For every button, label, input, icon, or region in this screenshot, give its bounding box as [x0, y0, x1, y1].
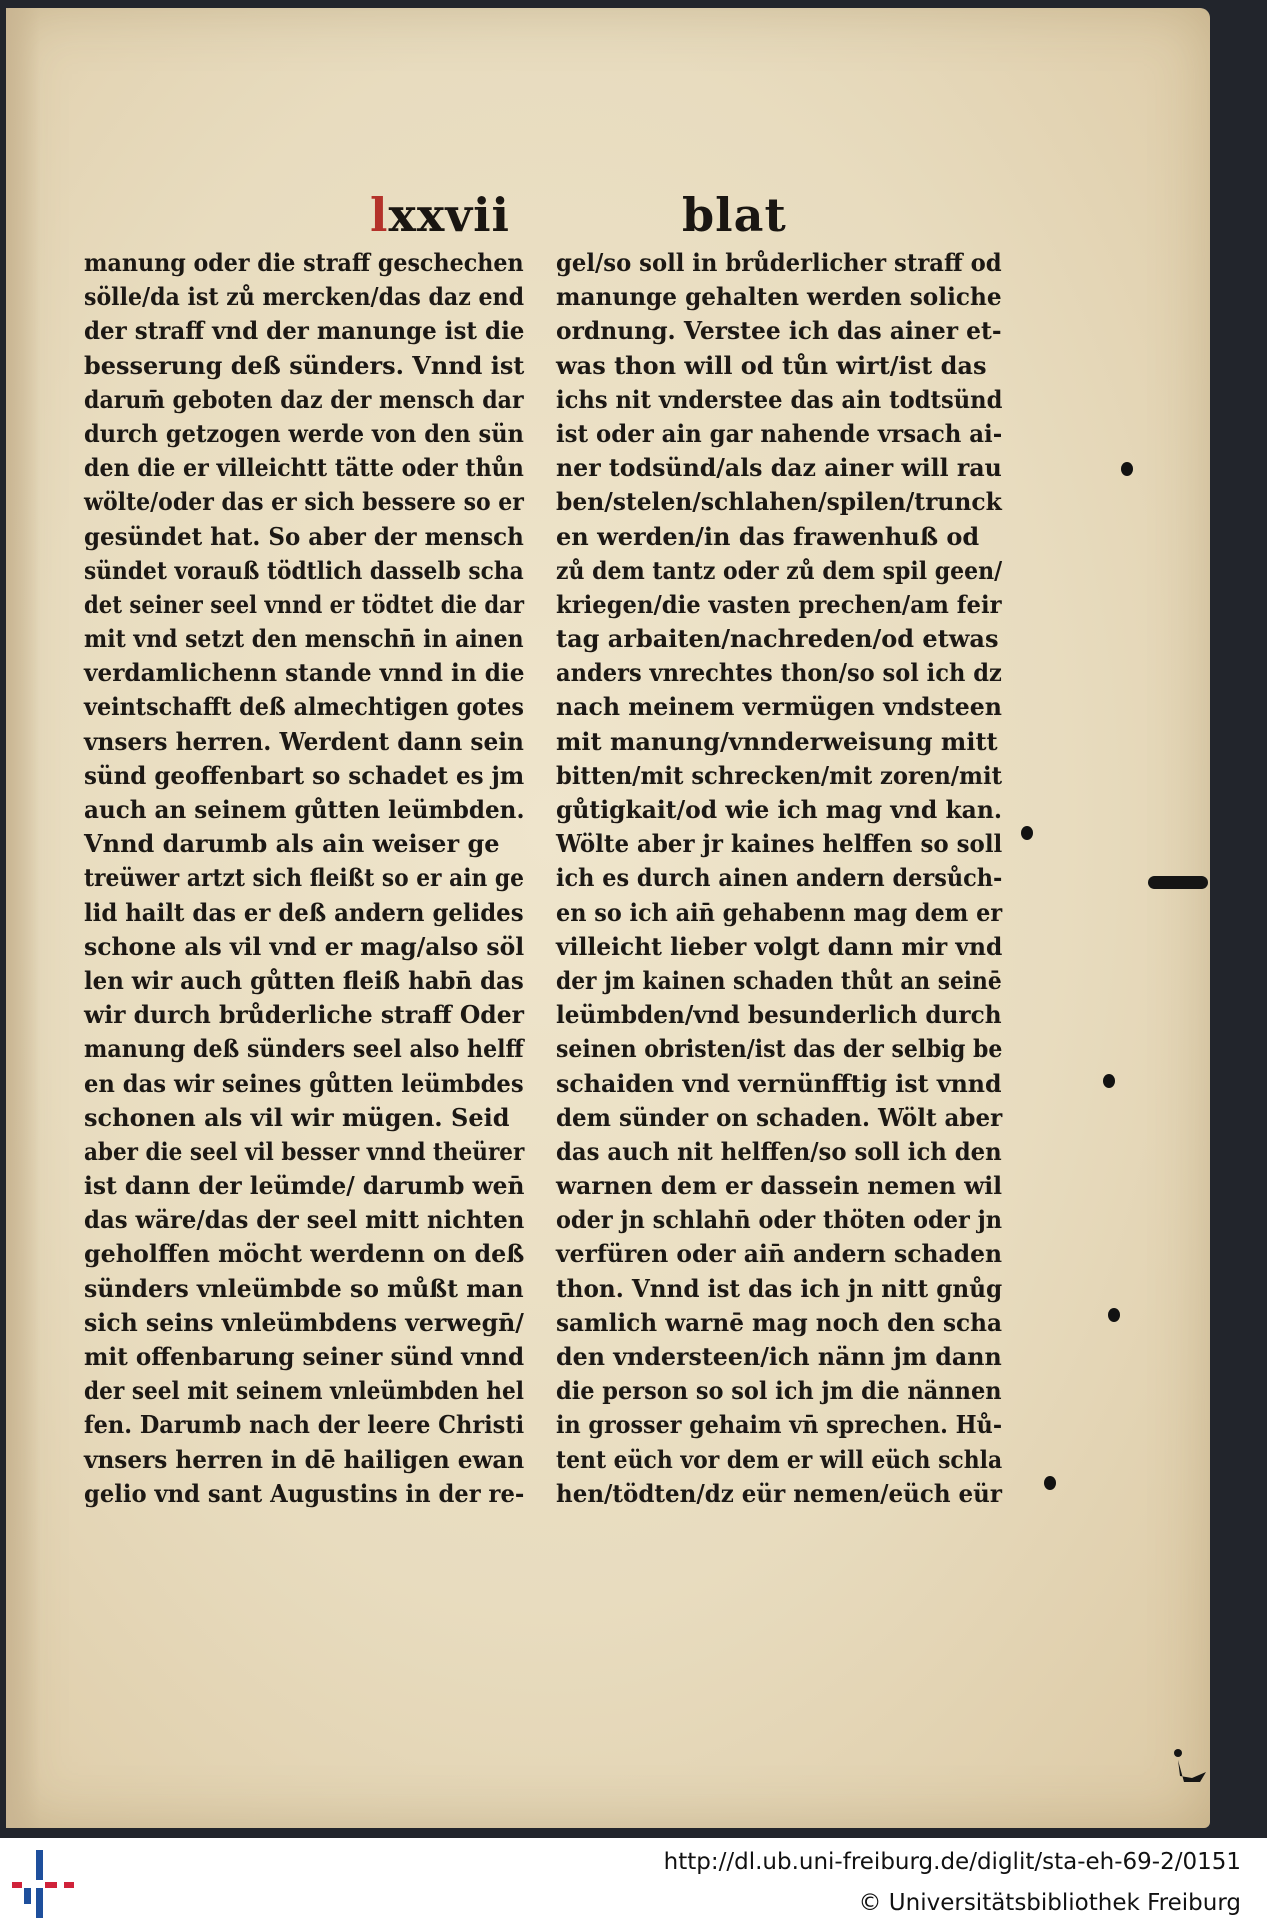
text-line-left: schonen als vil wir mügen. Seid [84, 1102, 510, 1132]
folio-number [370, 188, 510, 242]
footer-bar [0, 1838, 1267, 1928]
text-line-right: leümbden/vnd besunderlich durch [556, 1000, 1002, 1030]
text-line-right: samlich warnē mag noch den scha [556, 1307, 1002, 1337]
text-line-left: schone als vil vnd er mag/also söl [84, 931, 525, 961]
margin-dot [1121, 462, 1133, 476]
text-line-left: veintschafft deß almechtigen gotes [84, 692, 524, 722]
text-line-left: sölle/da ist zů mercken/das daz end [84, 282, 525, 312]
margin-dot [1044, 1476, 1056, 1490]
text-line-right: ich es durch ainen andern dersůch- [556, 863, 1003, 893]
folio-word: blat [682, 188, 787, 242]
text-line-left: det seiner seel vnnd er tödtet die dar [84, 589, 525, 619]
text-line-left: der straff vnd der manunge ist die [84, 316, 525, 346]
text-line-right: gel/so soll in brůderlicher straff od [556, 248, 1002, 277]
library-logo-icon [12, 1848, 76, 1920]
text-line-right: die person so sol ich jm die nännen [556, 1376, 1002, 1406]
text-line-left: gelio vnd sant Augustins in der re- [84, 1478, 525, 1508]
text-line-left: gesündet hat. So aber der mensch [84, 521, 524, 551]
text-line-right: mit manung/vnnderweisung mitt [556, 726, 998, 756]
folio-number-rest: xxvii [388, 188, 511, 242]
text-line-right: Wölte aber jr kaines helffen so soll [556, 829, 1003, 859]
text-line-left: darum̄ geboten daz der mensch dar [84, 384, 524, 414]
text-line-left: das wäre/das der seel mitt nichten [84, 1205, 525, 1235]
folio-number-rubric: l [370, 188, 389, 242]
text-column-left [84, 246, 524, 1511]
text-line-right: gůtigkait/od wie ich mag vnd kan. [556, 795, 1003, 824]
text-line-right: was thon will od tůn wirt/ist das [556, 350, 987, 380]
text-line-right: oder jn schlahn̄ oder thöten oder jn [556, 1205, 1002, 1235]
text-line-right: schaiden vnd vernünfftig ist vnnd [556, 1068, 1002, 1098]
text-line-left: manung oder die straff geschechen [84, 248, 524, 277]
text-line-left: verdamlichenn stande vnnd in die [84, 658, 525, 688]
text-line-right: bitten/mit schrecken/mit zoren/mit [556, 760, 1003, 790]
text-line-left: manung deß sünders seel also helff [84, 1034, 524, 1064]
copyright-notice: © Universitätsbibliothek Freiburg [858, 1890, 1241, 1916]
text-line-left: vnsers herren. Werdent dann sein [84, 726, 524, 756]
text-line-right: zů dem tantz oder zů dem spil geen/ [556, 555, 1003, 585]
text-line-left: Vnnd darumb als ain weiser ge [84, 829, 500, 859]
text-line-right: verfüren oder ain̄ andern schaden [556, 1239, 1003, 1269]
text-line-left: lid hailt das er deß andern gelides [84, 897, 524, 927]
text-line-right: warnen dem er dassein nemen wil [556, 1171, 1003, 1201]
text-line-right: ner todsünd/als daz ainer will rau [556, 453, 1002, 483]
text-line-right: ordnung. Verstee ich das ainer et- [556, 316, 1002, 346]
permalink-url[interactable]: http://dl.ub.uni-freiburg.de/diglit/sta-eh-69-2/0151 [663, 1849, 1241, 1875]
page-gutter-shadow [6, 8, 40, 1828]
text-line-right: in grosser gehaim vn̄ sprechen. Hů- [556, 1410, 1003, 1440]
text-line-left: wölte/oder das er sich bessere so er [84, 487, 524, 517]
text-line-left: auch an seinem gůtten leümbden. [84, 795, 525, 824]
text-line-right: en so ich ain̄ gehabenn mag dem er [556, 897, 1003, 927]
text-line-right: tent eüch vor dem er will eüch schla [556, 1444, 1003, 1474]
text-line-left: treüwer artzt sich fleißt so er ain ge [84, 863, 524, 893]
text-line-right: kriegen/die vasten prechen/am feir [556, 589, 1002, 619]
text-line-left: besserung deß sünders. Vnnd ist [84, 350, 525, 380]
text-line-left: geholffen möcht werdenn on deß [84, 1239, 525, 1269]
text-line-right: ist oder ain gar nahende vrsach ai- [556, 418, 1003, 448]
text-line-left: mit vnd setzt den menschn̄ in ainen [84, 624, 524, 654]
text-line-right: der jm kainen schaden thůt an seinē [556, 965, 1002, 995]
margin-corner-mark [1170, 1748, 1210, 1784]
text-line-left: sich seins vnleümbdens verwegn̄/ [84, 1307, 524, 1337]
margin-dot [1021, 826, 1033, 840]
margin-dot [1108, 1308, 1120, 1322]
text-line-right: anders vnrechtes thon/so sol ich dz [556, 658, 1002, 688]
text-line-right: thon. Vnnd ist das ich jn nitt gnůg [556, 1273, 1003, 1303]
text-line-right: ichs nit vnderstee das ain todtsünd [556, 384, 1003, 414]
text-line-right: dem sünder on schaden. Wölt aber [556, 1102, 1003, 1132]
text-line-left: ist dann der leümde/ darumb wen̄ [84, 1171, 525, 1201]
text-line-right: nach meinem vermügen vndsteen [556, 692, 1002, 722]
text-line-left: den die er villeichtt tätte oder thůn [84, 453, 524, 483]
text-line-right: manunge gehalten werden soliche [556, 282, 1002, 312]
text-line-left: mit offenbarung seiner sünd vnnd [84, 1342, 525, 1371]
text-line-right: seinen obristen/ist das der selbig be [556, 1034, 1003, 1064]
text-line-left: wir durch brůderliche straff Oder [84, 1000, 525, 1030]
text-line-left: durch getzogen werde von den sün [84, 418, 524, 448]
text-line-left: sünders vnleümbde so můßt man [84, 1273, 524, 1303]
text-line-left: en das wir seines gůtten leümbdes [84, 1068, 524, 1098]
text-line-right: das auch nit helffen/so soll ich den [556, 1136, 1002, 1166]
margin-dash-mark [1148, 876, 1208, 889]
text-line-right: hen/tödten/dz eür nemen/eüch eür [556, 1478, 1002, 1508]
text-line-right: villeicht lieber volgt dann mir vnd [556, 931, 1003, 961]
text-line-left: sünd geoffenbart so schadet es jm [84, 760, 525, 790]
text-line-right: den vndersteen/ich nänn jm dann [556, 1342, 1002, 1371]
text-line-right: tag arbaiten/nachreden/od etwas [556, 624, 999, 654]
text-line-left: vnsers herren in dē hailigen ewan [84, 1444, 525, 1474]
text-line-left: sündet vorauß tödtlich dasselb scha [84, 555, 524, 585]
text-line-left: len wir auch gůtten fleiß habn̄ das [84, 965, 524, 995]
text-column-right [556, 246, 1002, 1511]
text-line-left: aber die seel vil besser vnnd theürer [84, 1136, 525, 1166]
text-line-left: fen. Darumb nach der leere Christi [84, 1410, 525, 1440]
text-line-left: der seel mit seinem vnleümbden hel [84, 1376, 524, 1406]
text-line-right: ben/stelen/schlahen/spilen/trunck [556, 487, 1002, 517]
text-line-right: en werden/in das frawenhuß od [556, 521, 980, 551]
margin-dot [1103, 1074, 1115, 1088]
